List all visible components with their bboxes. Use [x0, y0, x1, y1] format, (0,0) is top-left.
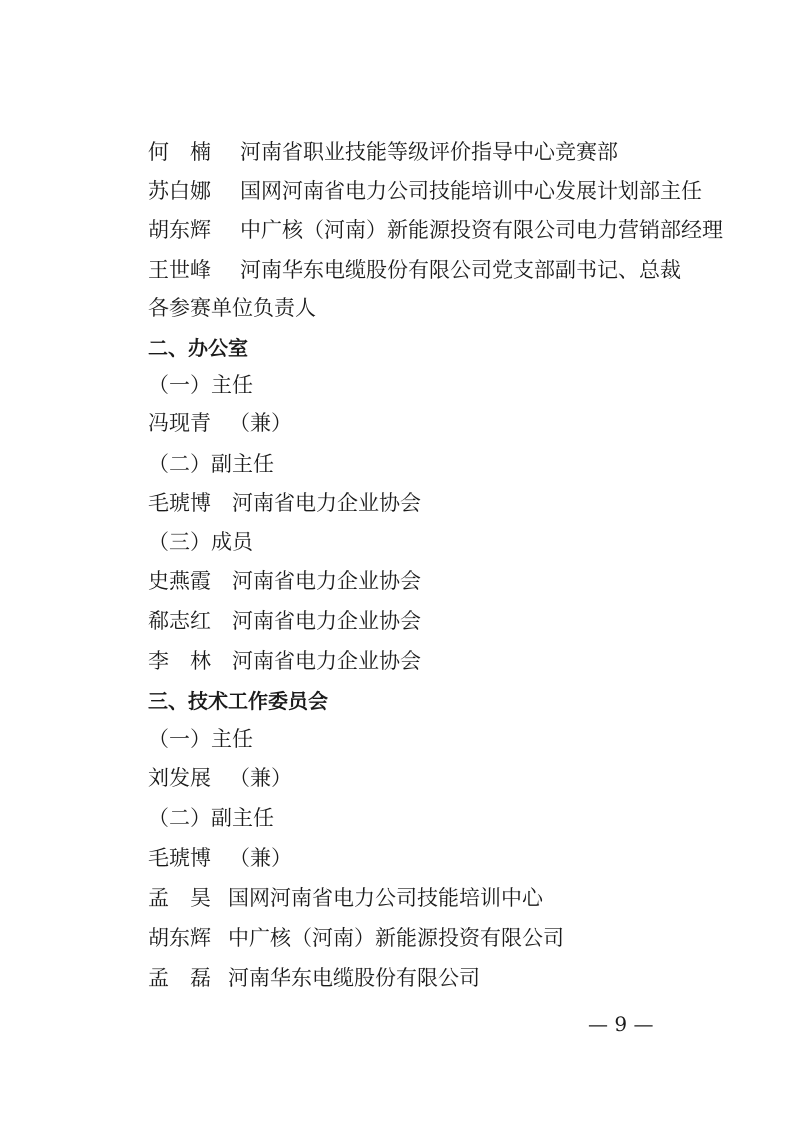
member-name: 何 楠	[148, 140, 211, 164]
member-name: 胡东辉	[148, 926, 211, 950]
member-name: 毛琥博	[148, 846, 211, 870]
tech-director-label: （一）主任	[148, 727, 253, 751]
member-line	[148, 256, 681, 284]
office-heading: 二、办公室	[148, 336, 248, 360]
tech-heading: 三、技术工作委员会	[148, 689, 328, 713]
member-org: 河南省电力企业协会	[232, 491, 421, 515]
tech-director-line	[148, 764, 292, 792]
member-org: 河南省电力企业协会	[232, 609, 421, 633]
member-org: 河南省职业技能等级评价指导中心竞赛部	[240, 140, 618, 164]
office-director-line	[148, 409, 292, 437]
member-name: 孟 昊	[148, 886, 211, 910]
member-name: 苏白娜	[148, 179, 211, 203]
member-name: 孟 磊	[148, 966, 211, 990]
member-name: 胡东辉	[148, 218, 211, 242]
member-line	[148, 924, 564, 952]
member-name: 史燕霞	[148, 569, 211, 593]
member-line	[148, 884, 543, 912]
member-line	[148, 138, 618, 166]
member-line	[148, 567, 421, 595]
member-org: 河南华东电缆股份有限公司	[228, 966, 480, 990]
member-name: 王世峰	[148, 258, 211, 282]
tech-deputy-first-line	[148, 844, 292, 872]
member-line	[148, 177, 702, 205]
member-org: 中广核（河南）新能源投资有限公司	[228, 926, 564, 950]
member-line	[148, 647, 421, 675]
office-deputy-label: （二）副主任	[148, 452, 274, 476]
member-name: 毛琥博	[148, 491, 211, 515]
concurrent-note: （兼）	[229, 411, 292, 435]
member-org: 河南省电力企业协会	[232, 569, 421, 593]
member-line	[148, 964, 480, 992]
concurrent-note: （兼）	[229, 846, 292, 870]
concurrent-note: （兼）	[229, 766, 292, 790]
committee-note: 各参赛单位负责人	[148, 296, 316, 320]
member-org: 河南省电力企业协会	[232, 649, 421, 673]
member-name: 刘发展	[148, 766, 211, 790]
member-name: 冯现青	[148, 411, 211, 435]
member-org: 国网河南省电力公司技能培训中心发展计划部主任	[240, 179, 702, 203]
member-org: 中广核（河南）新能源投资有限公司电力营销部经理	[240, 218, 723, 242]
office-deputy-line	[148, 489, 421, 517]
page-number: — 9 —	[588, 1012, 654, 1036]
member-org: 国网河南省电力公司技能培训中心	[228, 886, 543, 910]
member-name: 郗志红	[148, 609, 211, 633]
member-line	[148, 607, 421, 635]
tech-deputy-label: （二）副主任	[148, 806, 274, 830]
office-director-label: （一）主任	[148, 373, 253, 397]
office-members-label: （三）成员	[148, 530, 253, 554]
member-name: 李 林	[148, 649, 211, 673]
member-line	[148, 216, 723, 244]
member-org: 河南华东电缆股份有限公司党支部副书记、总裁	[240, 258, 681, 282]
